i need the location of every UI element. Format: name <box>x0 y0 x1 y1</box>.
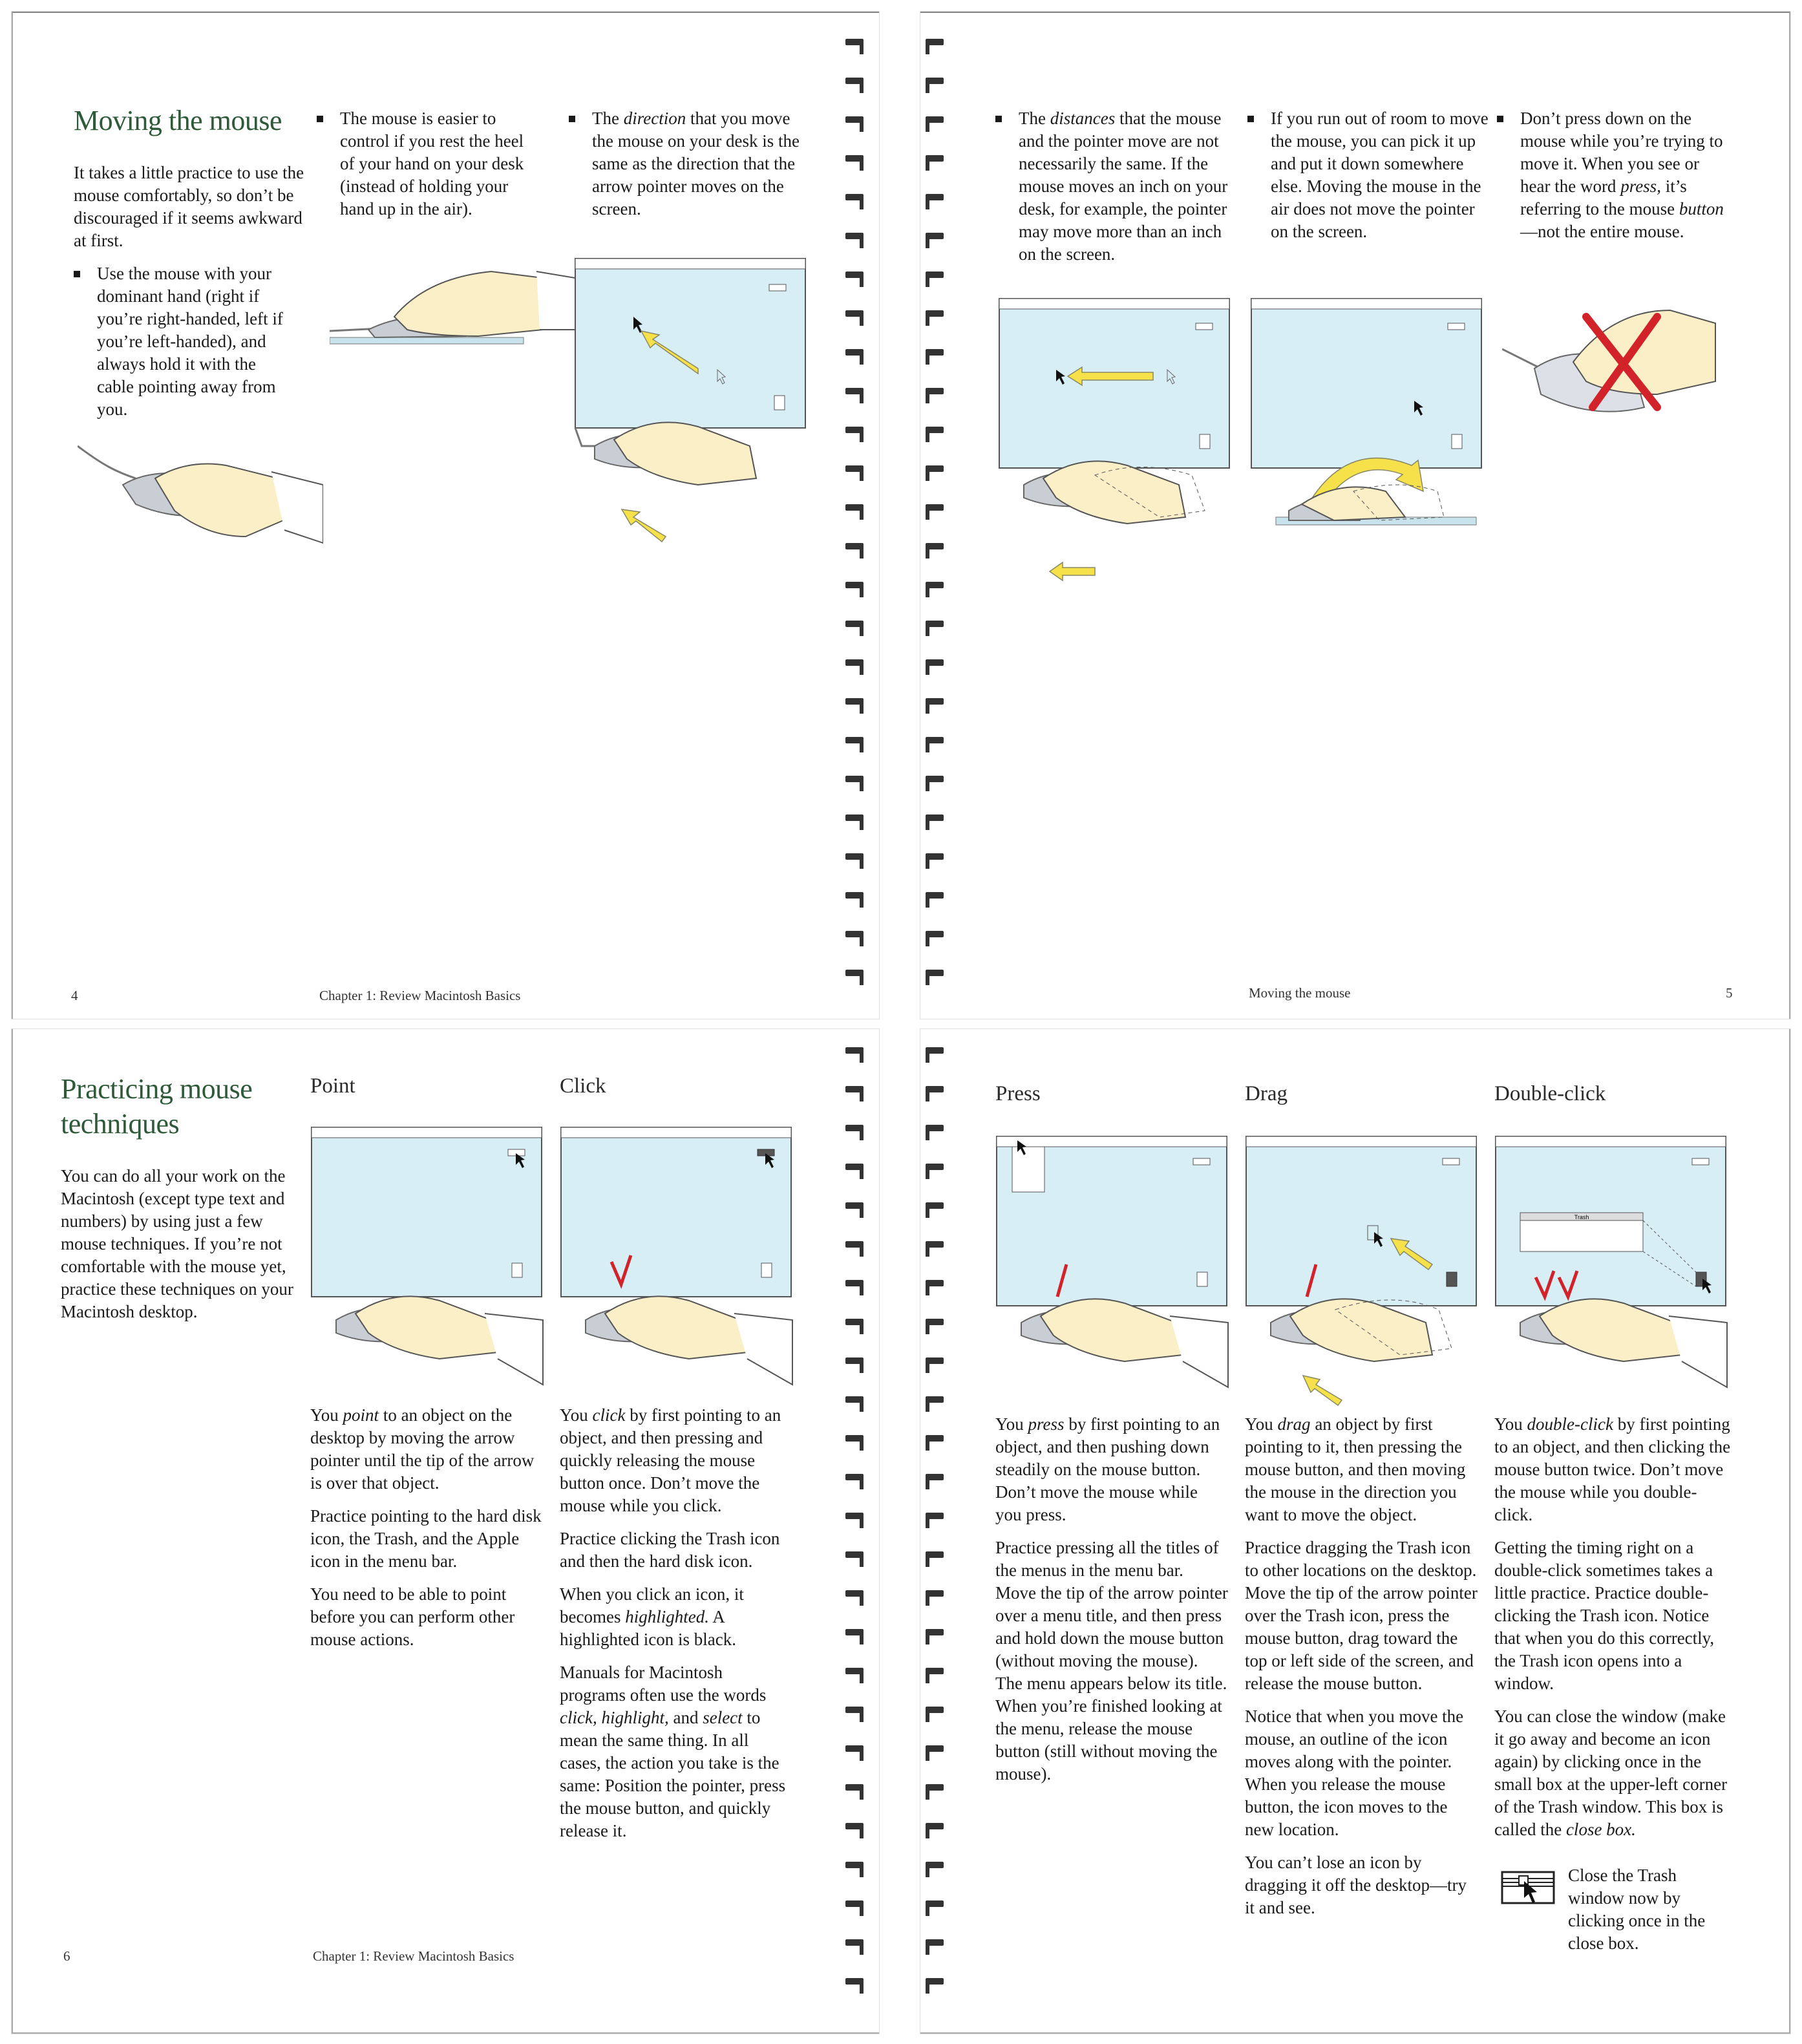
binding-ring <box>845 233 864 239</box>
text: You <box>1245 1414 1278 1434</box>
trash-icon <box>761 1263 772 1277</box>
binding-ring <box>926 1862 944 1868</box>
binding-ring <box>926 582 944 588</box>
binding-ring <box>926 504 944 511</box>
hand <box>614 422 756 485</box>
title-line-2: techniques <box>61 1108 180 1140</box>
text: that you move the mouse on your desk is the same as the direction that the arrow pointer moves on the screen. <box>592 109 800 218</box>
text: by first pointing to an object, and then pressing and quickly releasing the mouse button once. Don’t move the mouse while you click. <box>560 1405 781 1515</box>
binding-ring <box>845 1707 864 1713</box>
binding-ring <box>845 1823 864 1829</box>
screen <box>561 1127 791 1297</box>
mouse-cable <box>1502 349 1541 368</box>
binding-ring <box>926 1745 944 1752</box>
hand <box>1041 1299 1183 1361</box>
hand <box>355 1296 498 1359</box>
emphasis: press, <box>1620 176 1661 196</box>
point-paragraph-3: You need to be able to point before you can perform other mouse actions. <box>310 1584 515 1649</box>
binding-ring <box>926 1823 944 1829</box>
title-line-1: Practicing mouse <box>61 1073 253 1105</box>
binding-ring <box>845 1125 864 1131</box>
text: The <box>1019 109 1050 128</box>
point-text <box>310 1404 543 1661</box>
hand <box>155 464 291 537</box>
binding-ring <box>845 582 864 588</box>
binding-ring <box>926 931 944 937</box>
hard-disk-icon <box>1443 1158 1459 1165</box>
text: You <box>560 1405 593 1425</box>
hand <box>1290 1299 1432 1361</box>
binding-ring <box>926 1319 944 1325</box>
text: You can close the window (make it go away and become an icon again) by clicking once in the small box at the upper-left corner of the Trash window. This box is called the <box>1494 1707 1728 1839</box>
binding-ring <box>926 776 944 782</box>
text: that the mouse and the pointer move are not necessarily the same. If the mouse moves an inch on your desk, for example, the pointer may move more than an inch on the screen. <box>1019 109 1228 264</box>
binding-ring <box>926 1241 944 1248</box>
binding-ring <box>926 155 944 162</box>
emphasis: button <box>1679 199 1724 218</box>
illustration-distances <box>998 297 1244 588</box>
bullet-distances <box>995 107 1238 266</box>
illustration-point <box>310 1126 556 1391</box>
emphasis: click, highlight, <box>560 1708 669 1727</box>
binding-ring <box>845 1319 864 1325</box>
binding-ring <box>926 271 944 278</box>
binding-ring <box>845 1202 864 1209</box>
binding-ring <box>845 1280 864 1286</box>
binding-ring <box>926 1590 944 1597</box>
trash-window-title: Trash <box>1574 1214 1589 1220</box>
text: —not the entire mouse. <box>1520 222 1684 241</box>
binding-ring <box>926 737 944 743</box>
binding-ring <box>845 776 864 782</box>
press-text <box>995 1413 1228 1796</box>
binding-ring <box>845 659 864 666</box>
emphasis: distances <box>1050 109 1116 128</box>
text: When you click an icon, it becomes <box>560 1584 744 1626</box>
trash-icon <box>1452 434 1462 449</box>
binding-ring <box>926 78 944 84</box>
binding-ring <box>926 621 944 627</box>
binding-ring <box>845 388 864 394</box>
text: You <box>995 1414 1028 1434</box>
yellow-arrow-desk <box>1303 1376 1342 1405</box>
hard-disk-icon <box>1193 1158 1210 1165</box>
page-4 <box>12 12 879 1019</box>
binding-ring <box>845 427 864 433</box>
menu-bar <box>1251 299 1481 309</box>
spiral-binding <box>920 1047 955 2017</box>
binding-ring <box>926 543 944 549</box>
drag-paragraph-2: Practice dragging the Trash icon to other locations on the desktop. Move the tip of the arrow pointer over the Trash icon, press the mouse button, drag toward the top or left side of the screen, and release the mouse button. <box>1245 1538 1478 1693</box>
binding-ring <box>845 1357 864 1364</box>
text: to an object on the desktop by moving the arrow pointer until the tip of the arrow is over that object. <box>310 1405 535 1493</box>
binding-ring <box>845 1047 864 1054</box>
text: by first pointing to an object, and then clicking the mouse button twice. Don’t move the mouse while you double-click. <box>1494 1414 1731 1524</box>
text: Manuals for Macintosh programs often use the words <box>560 1663 767 1705</box>
binding-ring <box>926 1357 944 1364</box>
press-paragraph-1 <box>995 1413 1228 1526</box>
page-number: 6 <box>63 1948 70 1964</box>
intro-text: It takes a little practice to use the mouse comfortably, so don’t be discouraged if it seems awkward at first. <box>74 163 304 250</box>
click-text <box>560 1404 792 1853</box>
binding-ring <box>926 1164 944 1170</box>
binding-ring <box>926 1978 944 1985</box>
hard-disk-icon <box>1448 323 1465 330</box>
click-paragraph-1 <box>560 1404 792 1517</box>
text: You <box>1494 1414 1527 1434</box>
binding-ring <box>926 349 944 356</box>
binding-ring <box>926 1396 944 1403</box>
page-title: Moving the mouse <box>74 105 282 136</box>
illustration-dont-press <box>1502 297 1748 465</box>
binding-ring <box>845 892 864 899</box>
hand <box>1540 1299 1682 1361</box>
binding-ring <box>926 1435 944 1442</box>
hard-disk-icon <box>769 284 786 291</box>
trash-icon <box>1197 1272 1207 1286</box>
binding-ring <box>845 1784 864 1791</box>
binding-ring <box>926 310 944 317</box>
binding-ring <box>845 1900 864 1907</box>
binding-ring <box>926 1707 944 1713</box>
binding-ring <box>845 504 864 511</box>
binding-ring <box>845 1551 864 1558</box>
illustration-pick-up <box>1250 297 1496 556</box>
menu-bar <box>312 1127 542 1138</box>
illustration-press <box>995 1135 1241 1394</box>
binding-ring <box>845 1939 864 1946</box>
drag-paragraph-4: You can’t lose an icon by dragging it off the desktop—try it and see. <box>1245 1853 1467 1917</box>
binding-ring <box>926 388 944 394</box>
emphasis: close box. <box>1565 1820 1636 1839</box>
binding-ring <box>926 1086 944 1092</box>
binding-ring <box>926 194 944 200</box>
menu-bar <box>1496 1136 1726 1147</box>
binding-ring <box>926 1125 944 1131</box>
menu-bar <box>1246 1136 1476 1147</box>
hard-disk-icon <box>1196 323 1213 330</box>
trash-icon <box>512 1263 522 1277</box>
binding-ring <box>845 814 864 821</box>
drag-paragraph-1 <box>1245 1413 1478 1526</box>
heading-point: Point <box>310 1074 355 1098</box>
bullet-dominant-hand: Use the mouse with your dominant hand (right if you’re right-handed, left if you’re left-handed), and always hold it with the cable pointing away from you. <box>74 262 291 421</box>
illustration-direction <box>569 252 840 556</box>
screen <box>1246 1136 1476 1306</box>
binding-ring <box>926 1047 944 1054</box>
binding-ring <box>845 1745 864 1752</box>
binding-ring <box>845 698 864 705</box>
bullet-run-out-of-room: If you run out of room to move the mouse, you can pick it up and put it down somewhere else. Moving the mouse in the air does not move the pointer on the screen. <box>1247 107 1490 243</box>
binding-ring <box>926 1202 944 1209</box>
hand <box>1043 461 1185 524</box>
binding-ring <box>845 931 864 937</box>
page-6 <box>12 1029 879 2034</box>
point-paragraph-1 <box>310 1404 543 1495</box>
double-click-text <box>1494 1413 1733 1851</box>
page-5 <box>920 12 1790 1019</box>
page-number: 5 <box>1726 985 1733 1001</box>
binding-ring <box>845 1086 864 1092</box>
bullet-direction <box>569 107 805 220</box>
emphasis: select <box>703 1708 743 1727</box>
screen <box>999 299 1229 468</box>
text: The <box>592 109 624 128</box>
drag-text <box>1245 1413 1478 1930</box>
emphasis: drag <box>1277 1414 1311 1434</box>
illustration-hold-mouse <box>78 427 323 556</box>
binding-ring <box>845 1629 864 1635</box>
binding-ring <box>845 349 864 356</box>
menu-bar <box>561 1127 791 1138</box>
page-7 <box>920 1029 1790 2034</box>
page-footer: Moving the mouse <box>1249 985 1351 1001</box>
double-click-paragraph-1 <box>1494 1413 1733 1526</box>
binding-ring <box>845 465 864 472</box>
binding-ring <box>845 1862 864 1868</box>
binding-ring <box>926 892 944 899</box>
illustration-click <box>560 1126 805 1391</box>
binding-ring <box>845 194 864 200</box>
binding-ring <box>926 1551 944 1558</box>
binding-ring <box>926 1629 944 1635</box>
close-box-icon <box>1500 1869 1558 1908</box>
text: by first pointing to an object, and then pushing down steadily on the mouse button. Don’t move the mouse while you press. <box>995 1414 1220 1524</box>
illustration-double-click <box>1494 1135 1740 1394</box>
page-number: 4 <box>71 988 78 1003</box>
binding-ring <box>845 1396 864 1403</box>
emphasis: highlighted. <box>625 1607 709 1626</box>
yellow-arrow-desk <box>1050 562 1095 580</box>
binding-ring <box>926 465 944 472</box>
yellow-arrow-desk <box>622 509 666 542</box>
binding-ring <box>926 698 944 705</box>
text: to mean the same thing. In all cases, the action you take is the same: Position the pointer, press the mouse button, and quickly release it. <box>560 1708 786 1840</box>
trash-icon <box>1200 434 1210 449</box>
binding-ring <box>926 427 944 433</box>
text: it’s referring to the mouse <box>1520 176 1687 218</box>
emphasis: direction <box>623 109 686 128</box>
binding-ring <box>845 853 864 860</box>
trash-icon-highlighted <box>1447 1272 1457 1286</box>
binding-ring <box>845 1241 864 1248</box>
binding-ring <box>845 310 864 317</box>
binding-ring <box>926 970 944 976</box>
binding-ring <box>926 1900 944 1907</box>
spiral-binding <box>920 39 955 1008</box>
binding-ring <box>845 116 864 123</box>
text: You <box>310 1405 343 1425</box>
emphasis: press <box>1028 1414 1065 1434</box>
point-paragraph-2: Practice pointing to the hard disk icon, the Trash, and the Apple icon in the menu bar. <box>310 1506 542 1571</box>
bullet-rest-heel: The mouse is easier to control if you rest the heel of your hand on your desk (instead of holding your hand up in the air). <box>317 107 534 220</box>
binding-ring <box>926 39 944 45</box>
spiral-binding <box>840 39 875 1008</box>
text: an object by first pointing to it, then pressing the mouse button, and then moving the mouse in the direction you want to move the object. <box>1245 1414 1466 1524</box>
binding-ring <box>926 1513 944 1519</box>
binding-ring <box>845 78 864 84</box>
text: and <box>668 1708 703 1727</box>
binding-ring <box>845 155 864 162</box>
heading-press: Press <box>995 1082 1041 1105</box>
text: A highlighted icon is black. <box>560 1607 736 1649</box>
mouse-cable <box>78 446 136 478</box>
illustration-rest-heel <box>330 259 575 362</box>
click-paragraph-4 <box>560 1661 792 1842</box>
illustration-drag <box>1245 1135 1490 1407</box>
menu-bar <box>999 299 1229 309</box>
binding-ring <box>845 543 864 549</box>
tip-close-trash: Close the Trash window now by clicking once in the close box. <box>1568 1866 1706 1953</box>
hard-disk-icon <box>1692 1158 1709 1165</box>
screen <box>575 259 805 428</box>
binding-ring <box>926 659 944 666</box>
binding-ring <box>926 814 944 821</box>
double-click-paragraph-2: Getting the timing right on a double-click sometimes takes a little practice. Practice double-clicking the Trash icon. Notice that when you do this correctly, the Trash icon opens into a window. <box>1494 1538 1715 1693</box>
menu-bar <box>997 1136 1227 1147</box>
drag-paragraph-3: Notice that when you move the mouse, an outline of the icon moves along with the pointer. When you release the mouse button, the icon moves to the new location. <box>1245 1707 1464 1839</box>
page-title <box>61 1072 252 1142</box>
press-paragraph-2: Practice pressing all the titles of the menus in the menu bar. Move the tip of the arrow pointer over a menu title, and then press and hold down the mouse button (without moving the mouse). The menu appears below its title. When you’re finished looking at the menu, release the mouse button (still without moving the mouse). <box>995 1538 1228 1783</box>
binding-ring <box>926 1474 944 1480</box>
binding-ring <box>845 1668 864 1674</box>
binding-ring <box>926 1280 944 1286</box>
binding-ring <box>845 1513 864 1519</box>
binding-ring <box>926 1668 944 1674</box>
hand <box>605 1296 747 1359</box>
binding-ring <box>926 116 944 123</box>
double-click-paragraph-3 <box>1494 1705 1733 1841</box>
click-paragraph-2: Practice clicking the Trash icon and then the hard disk icon. <box>560 1529 780 1571</box>
binding-ring <box>845 1164 864 1170</box>
binding-ring <box>845 621 864 627</box>
bullet-dont-press <box>1497 107 1727 243</box>
binding-ring <box>845 1435 864 1442</box>
emphasis: double-click <box>1527 1414 1613 1434</box>
screen <box>1251 299 1481 468</box>
spiral-binding <box>840 1047 875 2017</box>
intro-text: You can do all your work on the Macintosh (except type text and numbers) by using just a few mouse techniques. If you’re not comfortable with the mouse yet, practice these techniques on your Macintosh desktop. <box>61 1166 293 1321</box>
page-footer: Chapter 1: Review Macintosh Basics <box>313 1948 514 1964</box>
trash-icon <box>774 396 785 410</box>
binding-ring <box>845 737 864 743</box>
menu-bar <box>575 259 805 269</box>
binding-ring <box>926 233 944 239</box>
emphasis: point <box>343 1405 379 1425</box>
heading-drag: Drag <box>1245 1082 1288 1105</box>
binding-ring <box>926 1939 944 1946</box>
binding-ring <box>845 970 864 976</box>
binding-ring <box>845 1474 864 1480</box>
desk-surface <box>330 337 524 344</box>
binding-ring <box>926 1784 944 1791</box>
heading-double-click: Double-click <box>1494 1082 1606 1105</box>
heading-click: Click <box>560 1074 606 1098</box>
emphasis: click <box>592 1405 626 1425</box>
page-footer: Chapter 1: Review Macintosh Basics <box>319 988 521 1003</box>
binding-ring <box>926 853 944 860</box>
text: Don’t press down on the mouse while you’re trying to move it. When you see or hear the word <box>1520 109 1723 196</box>
screen <box>312 1127 542 1297</box>
binding-ring <box>845 39 864 45</box>
binding-ring <box>845 271 864 278</box>
click-paragraph-3 <box>560 1583 792 1651</box>
binding-ring <box>845 1978 864 1985</box>
open-menu <box>1012 1147 1044 1192</box>
hand <box>394 271 543 336</box>
binding-ring <box>845 1590 864 1597</box>
